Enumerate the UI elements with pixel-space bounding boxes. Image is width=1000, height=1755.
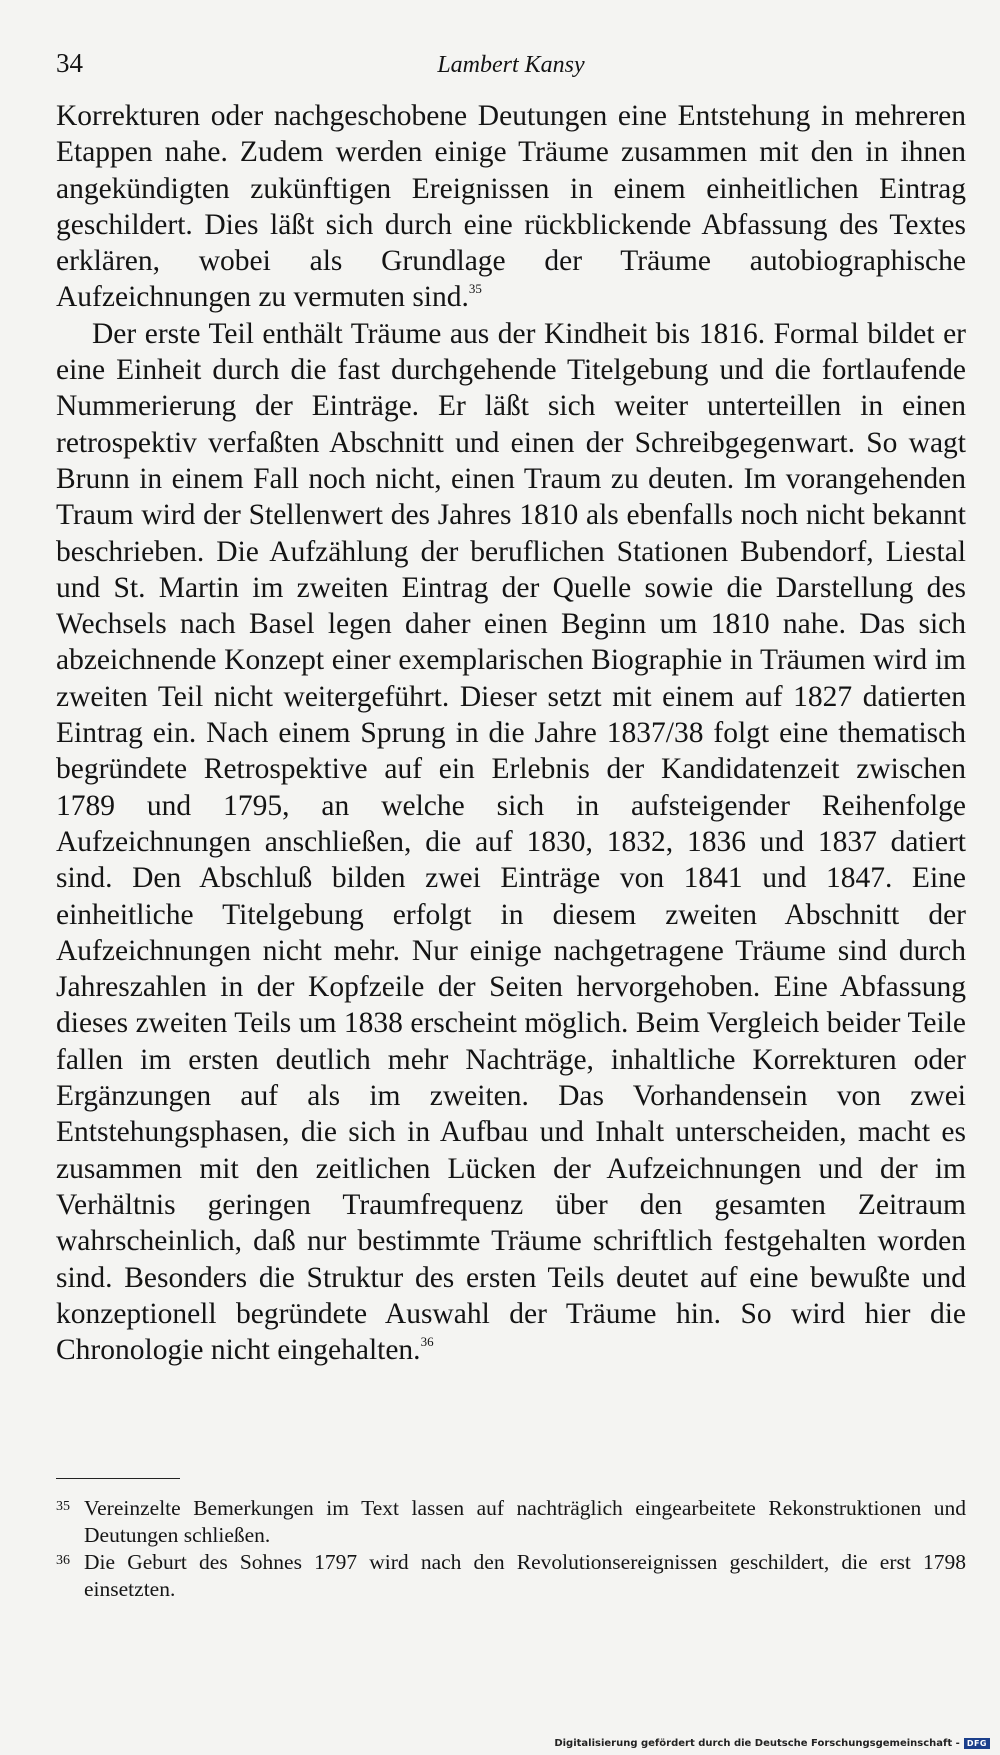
- footnote-number: 35: [56, 1499, 70, 1514]
- footnote-text: Die Geburt des Sohnes 1797 wird nach den Revolutionsereignissen geschildert, die erst 1798 einsetzten.: [84, 1550, 966, 1601]
- paragraph-1-text: Korrekturen oder nachgeschobene Deutungen eine Entstehung in mehreren Etappen nahe. Zudem werden einige Träume zusammen mit den in ihnen angekündigten zukünftigen Ereignissen in einem einheitlichen Eintrag geschildert. Dies läßt sich durch eine rückblickende Abfassung des Textes erklären, wobei als Grundlage der Träume autobiographische Aufzeichnungen zu vermuten sind.: [56, 100, 966, 314]
- digitization-credit: [554, 1738, 990, 1749]
- footnote-text: Vereinzelte Bemerkungen im Text lassen auf nachträglich eingearbeitete Rekonstruktionen und Deutungen schließen.: [84, 1496, 966, 1547]
- paragraph-2-text: Der erste Teil enthält Träume aus der Kindheit bis 1816. Formal bildet er eine Einheit durch die fast durchgehende Titelgebung und die fortlaufende Nummerierung der Einträge. Er läßt sich weiter unterteillen in einen retrospektiv verfaßten Abschnitt und einen der Schreibgegenwart. So wagt Brunn in einem Fall noch nicht, einen Traum zu deuten. Im vorangehenden Traum wird der Stellenwert des Jahres 1810 als ebenfalls noch nicht bekannt beschrieben. Die Aufzählung der beruflichen Stationen Bubendorf, Liestal und St. Martin im zweiten Eintrag der Quelle sowie die Darstellung des Wechsels nach Basel legen daher einen Beginn um 1810 nahe. Das sich abzeichnende Konzept einer exemplarischen Biographie in Träumen wird im zweiten Teil nicht weitergeführt. Dieser setzt mit einem auf 1827 datierten Eintrag ein. Nach einem Sprung in die Jahre 1837/38 folgt eine thematisch begründete Retrospektive auf ein Erlebnis der Kandidatenzeit zwischen 1789 und 1795, an welche sich in aufsteigender Reihenfolge Aufzeichnungen anschließen, die auf 1830, 1832, 1836 und 1837 datiert sind. Den Abschluß bilden zwei Einträge von 1841 und 1847. Eine einheitliche Titelgebung erfolgt in diesem zweiten Abschnitt der Aufzeichnungen nicht mehr. Nur einige nachgetragene Träume sind durch Jahreszahlen in der Kopfzeile der Seiten hervorgehoben. Eine Abfassung dieses zweiten Teils um 1838 erscheint möglich. Beim Vergleich beider Teile fallen im ersten deutlich mehr Nachträge, inhaltliche Korrekturen oder Ergänzungen auf als im zweiten. Das Vorhandensein von zwei Entstehungsphasen, die sich in Aufbau und Inhalt unterscheiden, macht es zusammen mit den zeitlichen Lücken der Aufzeichnungen und der im Verhältnis geringen Traumfrequenz über den gesamten Zeitraum wahrscheinlich, daß nur bestimmte Träume schriftlich festgehalten worden sind. Besonders die Struktur des ersten Teils deutet auf eine bewußte und konzeptionell begründete Auswahl der Träume hin. So wird hier die Chronologie nicht eingehalten.: [56, 317, 966, 1367]
- credit-text: Digitalisierung gefördert durch die Deutsche Forschungsgemeinschaft -: [554, 1738, 960, 1749]
- footnote-35: [56, 1495, 966, 1549]
- paragraph-1: [56, 98, 966, 316]
- footnote-number: 36: [56, 1553, 70, 1568]
- paragraph-2: [56, 316, 966, 1369]
- footnote-ref-36[interactable]: 36: [420, 1334, 434, 1350]
- page-number: 34: [56, 48, 83, 78]
- footnote-36: [56, 1549, 966, 1603]
- footnote-separator: [56, 1478, 180, 1479]
- body-text: [56, 98, 966, 1368]
- dfg-logo: DFG: [964, 1738, 990, 1749]
- footnote-ref-35[interactable]: 35: [468, 281, 482, 297]
- page-header: [56, 48, 966, 88]
- footnotes: [56, 1495, 966, 1603]
- running-head: Lambert Kansy: [437, 52, 585, 78]
